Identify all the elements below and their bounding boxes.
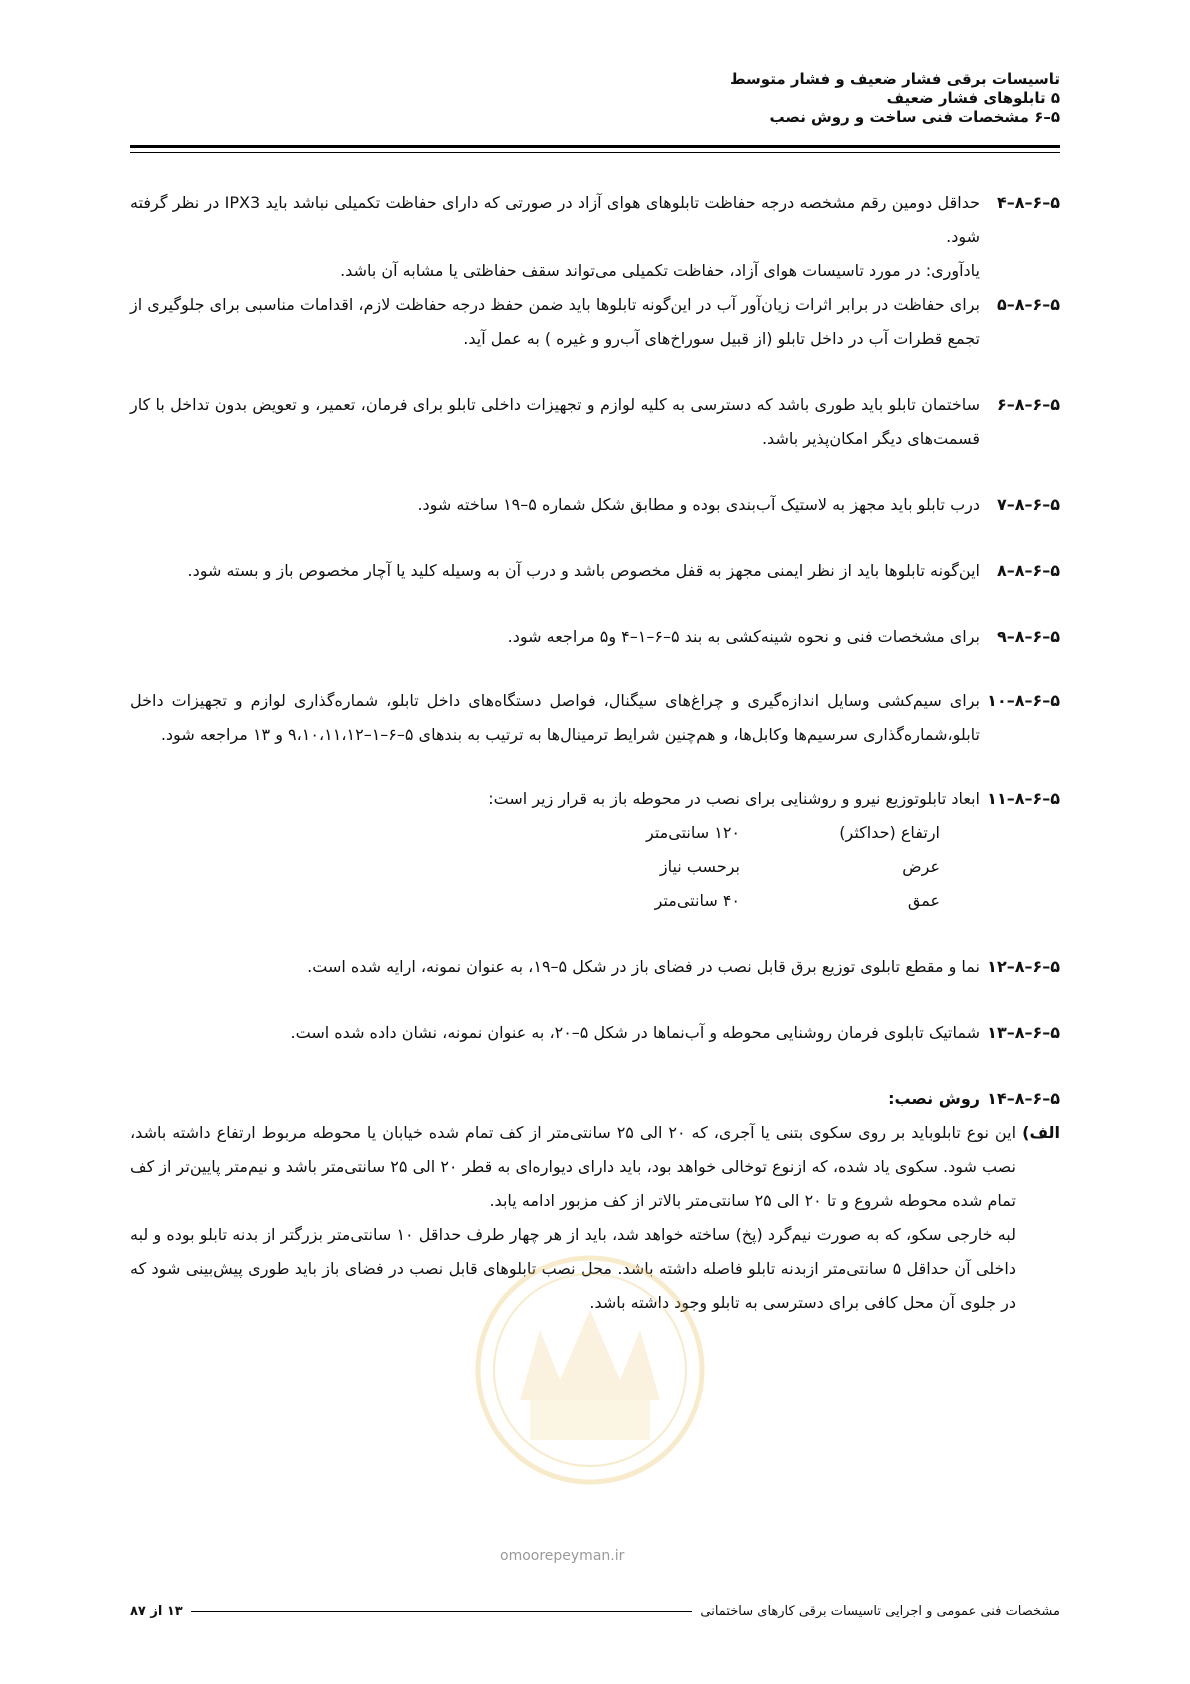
dim-label: عرض [902,857,940,876]
clause-13 [130,1016,1060,1050]
clause-text: برای حفاظت در برابر اثرات زیان‌آور آب در این‌گونه تابلوها باید ضمن حفظ درجه حفاظت لازم، اقدامات مناسبی برای جلوگیری از تجمع قطرات آب در داخل تابلو (از قبیل سوراخ‌های آب‌رو و غیره ) به عمل آید. [130,295,980,348]
clause-text: شماتیک تابلوی فرمان روشنایی محوطه و آب‌نماها در شکل ۵–۲۰، به عنوان نمونه، نشان داده شده است. [290,1023,980,1042]
header-chapter: ۵ تابلوهای فشار ضعیف [886,89,1060,107]
clause-number: ۵–۶–۸–۱۱ [987,789,1060,808]
dim-value: ۱۲۰ سانتی‌متر [646,823,740,842]
dim-label: ارتفاع (حداکثر) [839,823,940,842]
clause-14 [130,1082,1060,1320]
item-paragraph-2: لبه خارجی سکو، که به صورت نیم‌گرد (پخ) ساخته خواهد شد، باید از هر چهار طرف حداقل ۱۰ سانتی‌متر بزرگتر از بدنه تابلو بوده و لبه داخلی آن حداقل ۵ سانتی‌متر ازبدنه تابلو فاصله داشته باشد. محل نصب تابلوهای قابل نصب در فضای باز باید طوری پیش‌بینی شود که در جلوی آن محل کافی برای دسترسی به تابلو وجود داشته باشد. [130,1225,1017,1312]
header-book-title: تاسیسات برقی فشار ضعیف و فشار متوسط [729,70,1060,88]
clause-text: حداقل دومین رقم مشخصه درجه حفاظت تابلوهای هوای آزاد در صورتی که دارای حفاظت تکمیلی نباشد باید IPX3 در نظر گرفته شود. [130,193,981,246]
clause-text: درب تابلو باید مجهز به لاستیک آب‌بندی بوده و مطابق شکل شماره ۵–۱۹ ساخته شود. [417,495,980,514]
item-label: الف) [1022,1123,1060,1142]
page-number: ۱۳ از ۸۷ [130,1604,183,1619]
item-paragraph-1: این نوع تابلوباید بر روی سکوی بتنی یا آجری، که ۲۰ الی ۲۵ سانتی‌متر از کف تمام شده خیابان یا محوطه مربوط ارتفاع داشته باشد، نصب شود. سکوی یاد شده، که ازنوع توخالی خواهد بود، باید دارای دیواره‌ای به قطر ۲۰ الی ۲۵ سانتی‌متر باشد و نیم‌متر پایین‌تر از کف تمام شده محوطه شروع و تا ۲۰ الی ۲۵ سانتی‌متر بالاتر از کف مزبور ادامه یابد. [130,1123,1017,1210]
clause-12 [130,950,1060,984]
clause-10 [130,684,1060,752]
clause-number: ۵–۶–۸–۱۰ [987,691,1060,710]
clause-text: برای مشخصات فنی و نحوه شینه‌کشی به بند ۵–۶–۱–۴ و۵ مراجعه شود. [507,627,980,646]
clause-number: ۵–۶–۸–۶ [996,395,1060,414]
clause-6 [130,388,1060,456]
clause-text: ساختمان تابلو باید طوری باشد که دسترسی به کلیه لوازم و تجهیزات داخلی تابلو برای فرمان، تعمیر، و تعویض بدون تداخل با کار قسمت‌های دیگر امکان‌پذیر باشد. [130,395,980,448]
clause-text: نما و مقطع تابلوی توزیع برق قابل نصب در فضای باز در شکل ۵–۱۹، به عنوان نمونه، ارایه شده است. [307,957,980,976]
item-alef [130,1116,1060,1320]
clause-9 [130,620,1060,654]
clause-number: ۵–۶–۸–۵ [996,295,1060,314]
dim-label: عمق [907,891,940,910]
running-header [130,70,1060,127]
watermark-url: omoorepeyman.ir [500,1548,625,1564]
dimensions-table [520,816,940,918]
page-footer [130,1604,1060,1619]
clause-note: یادآوری: در مورد تاسیسات هوای آزاد، حفاظت تکمیلی می‌تواند سقف حفاظتی یا مشابه آن باشد. [340,261,980,280]
clause-7 [130,488,1060,522]
footer-title: مشخصات فنی عمومی و اجرایی تاسیسات برقی کارهای ساختمانی [700,1604,1060,1619]
header-rule-thin [130,152,1060,153]
clause-number: ۵–۶–۸–۴ [996,193,1060,212]
clause-number: ۵–۶–۸–۷ [996,495,1060,514]
dim-value: ۴۰ سانتی‌متر [654,891,740,910]
clause-text: ابعاد تابلوتوزیع نیرو و روشنایی برای نصب در محوطه باز به قرار زیر است: [488,789,980,808]
clause-number: ۵–۶–۸–۸ [996,561,1060,580]
clause-11 [130,782,1060,918]
header-rule-thick [130,145,1060,148]
clause-8 [130,554,1060,588]
clause-number: ۵–۶–۸–۹ [996,627,1060,646]
clause-number: ۵–۶–۸–۱۴ [987,1089,1060,1108]
clause-4 [130,186,1060,288]
clause-5 [130,288,1060,356]
dim-value: برحسب نیاز [659,857,740,876]
clause-text: برای سیم‌کشی وسایل اندازه‌گیری و چراغ‌های سیگنال، فواصل دستگاه‌های داخل تابلو، شماره‌گذاری لوازم و تجهیزات داخل تابلو،شماره‌گذاری سرسیم‌ها وکابل‌ها، و هم‌چنین شرایط ترمینال‌ها به ترتیب به بندهای ۵–۶–۱–۹،۱۰،۱۱،۱۲ و ۱۳ مراجعه شود. [130,691,980,744]
clause-text: این‌گونه تابلوها باید از نظر ایمنی مجهز به قفل مخصوص باشد و درب آن به وسیله کلید یا آچار مخصوص باز و بسته شود. [187,561,980,580]
header-section: ۵–۶ مشخصات فنی ساخت و روش نصب [769,108,1060,126]
clause-number: ۵–۶–۸–۱۳ [987,1023,1060,1042]
footer-rule [191,1611,693,1612]
clause-number: ۵–۶–۸–۱۲ [987,957,1060,976]
document-body [130,186,1060,1320]
clause-title: روش نصب: [888,1089,980,1108]
